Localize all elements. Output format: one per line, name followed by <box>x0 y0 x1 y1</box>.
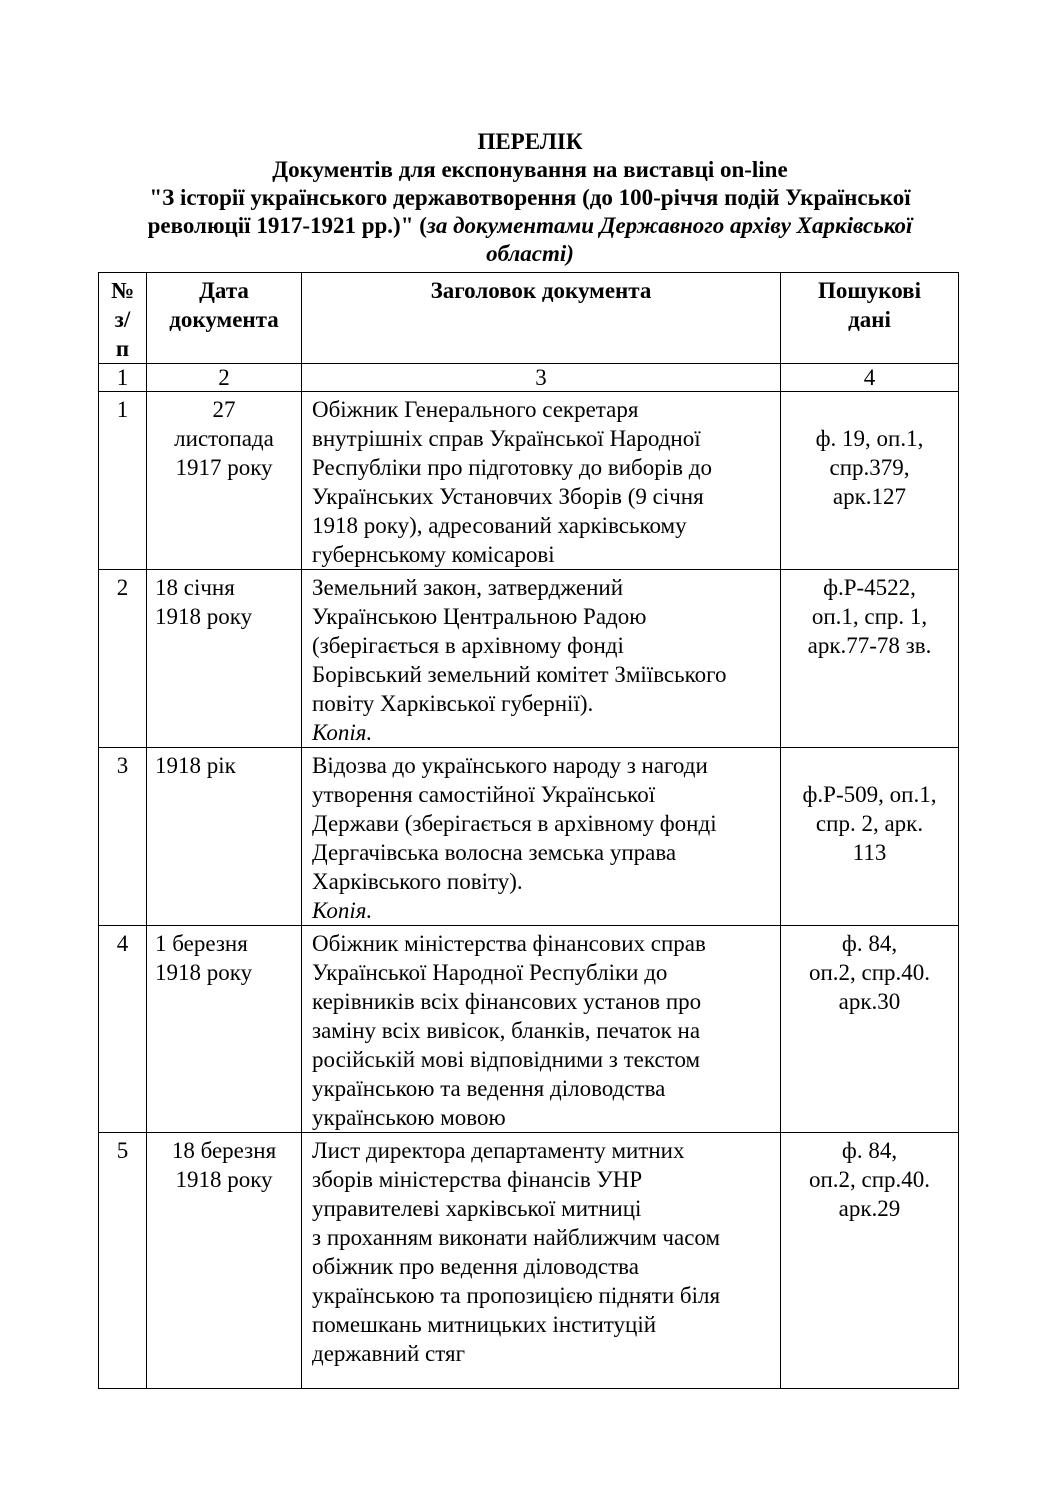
row-title-text: Обіжник Генерального секретаря внутрішніх справ Української Народної Республіки про підготовку до виборів до Українських Установчих Зборів (9 січня 1918 року), адресований харківському губернському комісарові <box>312 397 712 567</box>
header-search-data <box>781 273 959 364</box>
row-number: 5 <box>99 1133 147 1389</box>
row-reference-text: ф. 84, оп.2, спр.40. арк.29 <box>808 1138 931 1221</box>
row-number: 1 <box>99 392 147 570</box>
header-title <box>302 273 781 364</box>
row-title-text: Відозва до українського народу з нагоди утворення самостійної Української Держави (зберігається в архівному фонді Дергачівська волосна земська управа Харківського повіту). <box>312 753 717 894</box>
row-title <box>302 570 781 748</box>
column-number: 4 <box>781 364 959 392</box>
heading-source-note-cont <box>90 240 970 268</box>
row-date-text: 18 березня 1918 року <box>171 1138 277 1192</box>
row-copy-note: Копія. <box>312 898 373 923</box>
row-reference <box>781 570 959 748</box>
row-title <box>302 392 781 570</box>
row-title-text: Лист директора департаменту митних зборів міністерства фінансів УНР управителеві харківської митниці з проханням виконати найближчим часом обіжник про ведення діловодства українською та пропозицією підняти біля помешкань митницьких інституцій державний стяг <box>312 1138 721 1366</box>
row-date <box>147 392 302 570</box>
row-date <box>147 748 302 926</box>
table-row <box>99 570 959 748</box>
row-reference-text: ф. 19, оп.1, спр.379, арк.127 <box>815 426 924 509</box>
header-search-data-label: Пошукові дані <box>818 278 921 332</box>
row-title <box>302 926 781 1133</box>
row-reference <box>781 1133 959 1389</box>
table-row <box>99 1133 959 1389</box>
table-row <box>99 926 959 1133</box>
column-number: 2 <box>147 364 302 392</box>
heading-subtitle: Документів для експонування на виставці on-line <box>272 157 788 182</box>
heading-exhibition-title-cont <box>90 212 970 240</box>
row-reference-text: ф. 84, оп.2, спр.40. арк.30 <box>808 931 931 1014</box>
row-date-text: 27 листопада 1917 року <box>174 397 274 480</box>
heading-line4-bold: революції 1917-1921 рр.)" ( <box>147 213 427 238</box>
column-number-row <box>99 364 959 392</box>
row-date <box>147 926 302 1133</box>
header-title-label: Заголовок документа <box>430 278 652 303</box>
row-date <box>147 570 302 748</box>
row-reference-text: ф.Р-4522, оп.1, спр. 1, арк.77-78 зв. <box>807 575 932 658</box>
row-reference-text: ф.Р-509, оп.1, спр. 2, арк. 113 <box>802 782 937 865</box>
row-reference <box>781 748 959 926</box>
row-date <box>147 1133 302 1389</box>
row-date-text: 1918 рік <box>155 753 236 778</box>
row-number: 2 <box>99 570 147 748</box>
heading-source-note-end: області) <box>486 241 574 266</box>
row-title <box>302 1133 781 1389</box>
row-number: 4 <box>99 926 147 1133</box>
table-row <box>99 748 959 926</box>
heading-exhibition-title: "З історії українського державотворення (до 100-річчя подій Української <box>149 185 911 210</box>
heading-title: ПЕРЕЛІК <box>477 129 583 154</box>
documents-table <box>98 272 959 1389</box>
row-reference <box>781 926 959 1133</box>
heading-source-note: за документами Державного архіву Харківської <box>426 213 913 238</box>
row-title <box>302 748 781 926</box>
row-title-text: Земельний закон, затверджений Українською Центральною Радою (зберігається в архівному фонді Борівський земельний комітет Зміївського повіту Харківської губернії). <box>312 575 727 716</box>
column-number: 3 <box>302 364 781 392</box>
header-number-label: № з/ п <box>110 278 135 361</box>
header-date <box>147 273 302 364</box>
row-number: 3 <box>99 748 147 926</box>
table-row <box>99 392 959 570</box>
row-title-text: Обіжник міністерства фінансових справ Української Народної Республіки до керівників всіх фінансових установ про заміну всіх вивісок, бланків, печаток на російській мові відповідними з текстом українською та ведення діловодства українською мовою <box>312 931 706 1130</box>
header-number <box>99 273 147 364</box>
document-heading <box>90 128 970 268</box>
row-date-text: 1 березня 1918 року <box>155 931 253 985</box>
row-reference <box>781 392 959 570</box>
column-number: 1 <box>99 364 147 392</box>
header-date-label: Дата документа <box>169 278 279 332</box>
row-date-text: 18 січня 1918 року <box>155 575 253 629</box>
row-copy-note: Копія. <box>312 720 373 745</box>
table-header-row <box>99 273 959 364</box>
